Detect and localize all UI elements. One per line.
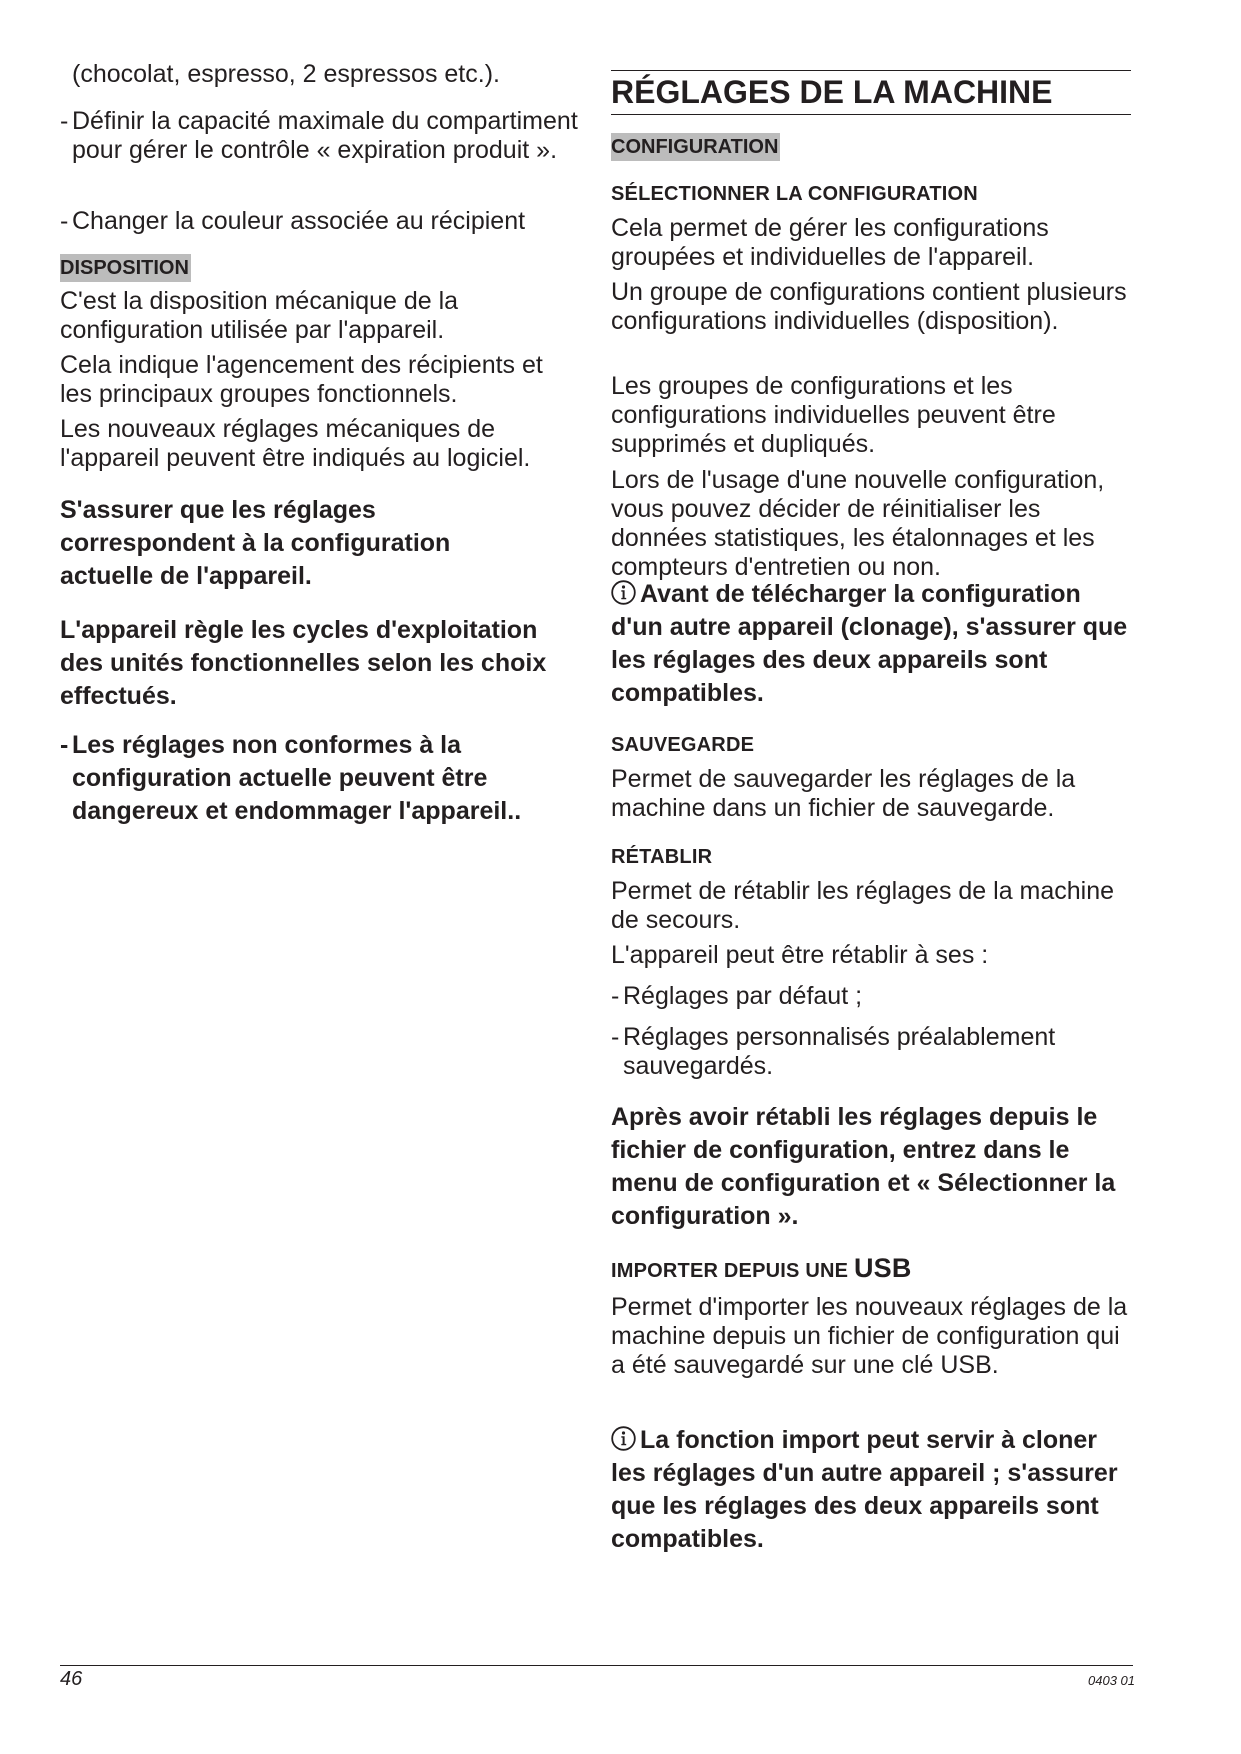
clone-note-text: Avant de télécharger la configuration d'un autre appareil (clonage), s'assurer que les réglages des deux appareils sont compatibles.	[611, 580, 1128, 707]
list-item-text: Réglages personnalisés préalablement sauvegardés.	[623, 1023, 1056, 1080]
document-code: 0403 01	[1088, 1673, 1135, 1688]
import-usb-heading-prefix: IMPORTER DEPUIS UNE	[611, 1260, 849, 1282]
select-config-paragraph: Les groupes de configurations et les configurations individuelles peuvent être supprimés et dupliqués.	[611, 372, 1056, 458]
backup-heading: SAUVEGARDE	[611, 734, 755, 756]
restore-heading: RÉTABLIR	[611, 846, 713, 868]
warning-text: S'assurer que les réglages correspondent à la configuration actuelle de l'appareil.	[60, 496, 451, 590]
restore-paragraph: L'appareil peut être rétablir à ses :	[611, 941, 989, 969]
select-config-paragraph: Lors de l'usage d'une nouvelle configuration, vous pouvez décider de réinitialiser les données statistiques, les étalonnages et les compteurs d'entretien ou non.	[611, 466, 1105, 581]
select-config-heading: SÉLECTIONNER LA CONFIGURATION	[611, 183, 978, 205]
disposition-paragraph: Les nouveaux réglages mécaniques de l'appareil peuvent être indiqués au logiciel.	[60, 415, 531, 472]
intro-continued-text: (chocolat, espresso, 2 espressos etc.).	[72, 60, 500, 88]
select-config-paragraph: Cela permet de gérer les configurations groupées et individuelles de l'appareil.	[611, 214, 1049, 271]
info-circle-icon	[611, 1426, 636, 1451]
restore-paragraph: Permet de rétablir les réglages de la machine de secours.	[611, 877, 1115, 934]
restore-warning: Après avoir rétabli les réglages depuis le fichier de configuration, entrez dans le menu de configuration et « Sélectionner la configuration ».	[611, 1103, 1116, 1230]
section-title: RÉGLAGES DE LA MACHINE	[611, 74, 1053, 110]
list-item-text: Changer la couleur associée au récipient	[72, 207, 526, 235]
warning-text: L'appareil règle les cycles d'exploitation des unités fonctionnelles selon les choix effectués.	[60, 616, 547, 710]
warning-list-item-text: Les réglages non conformes à la configuration actuelle peuvent être dangereux et endommager l'appareil..	[72, 731, 522, 825]
select-config-paragraph: Un groupe de configurations contient plusieurs configurations individuelles (disposition).	[611, 278, 1127, 335]
disposition-tag: DISPOSITION	[60, 254, 191, 282]
list-item: - Changer la couleur associée au récipient	[60, 207, 580, 236]
import-usb-heading	[611, 1253, 912, 1283]
import-note	[611, 1424, 1133, 1556]
footer-rule	[60, 1665, 1133, 1666]
title-rule-bottom	[611, 114, 1131, 115]
list-item-text: Définir la capacité maximale du compartiment pour gérer le contrôle « expiration produit ».	[72, 107, 578, 164]
title-rule-top	[611, 70, 1131, 71]
configuration-tag: CONFIGURATION	[611, 133, 780, 161]
warning-list-item: - Les réglages non conformes à la configuration actuelle peuvent être dangereux et endommager l'appareil..	[60, 729, 580, 828]
list-item: - Réglages personnalisés préalablement sauvegardés.	[611, 1023, 1133, 1081]
page-number: 46	[60, 1668, 83, 1690]
clone-note	[611, 578, 1133, 710]
import-usb-text: Permet d'importer les nouveaux réglages de la machine depuis un fichier de configuration qui a été sauvegardé sur une clé USB.	[611, 1293, 1128, 1379]
list-item: - Définir la capacité maximale du compartiment pour gérer le contrôle « expiration produit ».	[60, 107, 580, 165]
disposition-paragraph: C'est la disposition mécanique de la configuration utilisée par l'appareil.	[60, 287, 459, 344]
info-circle-icon	[611, 580, 636, 605]
import-usb-heading-usb: USB	[853, 1253, 912, 1283]
disposition-paragraph: Cela indique l'agencement des récipients et les principaux groupes fonctionnels.	[60, 351, 543, 408]
list-item: - Réglages par défaut ;	[611, 982, 1133, 1011]
list-item-text: Réglages par défaut ;	[623, 982, 863, 1010]
import-note-text: La fonction import peut servir à cloner les réglages d'un autre appareil ; s'assurer que les réglages des deux appareils sont compatibles.	[611, 1426, 1118, 1553]
backup-text: Permet de sauvegarder les réglages de la machine dans un fichier de sauvegarde.	[611, 765, 1076, 822]
